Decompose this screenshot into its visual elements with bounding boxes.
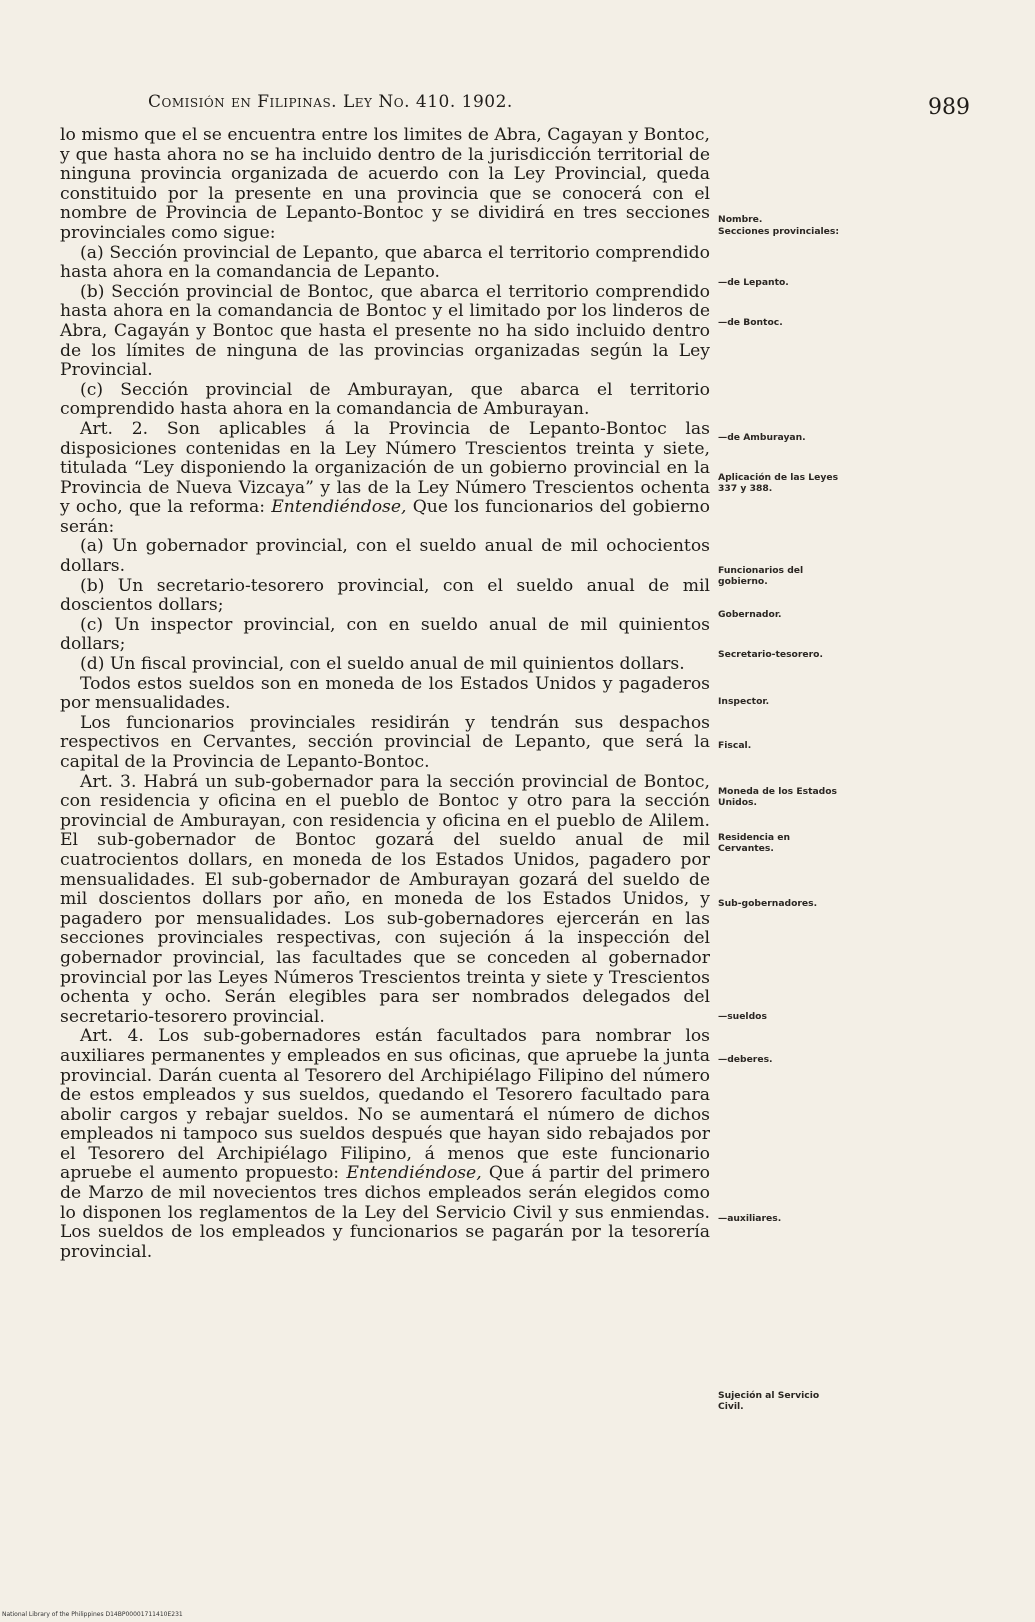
paragraph-currency: Todos estos sueldos son en moneda de los Estados Unidos y pagaderos por mensualidades. [60,673,710,714]
paragraph-officer-b: (b) Un secretario-tesorero provincial, con el sueldo anual de mil doscientos dollars; [60,575,710,616]
margin-note-funcionarios: Funcionarios del gobierno. [718,565,804,587]
paragraph-section-c: (c) Sección provincial de Amburayan, que abarca el territorio comprendido hasta ahora en la comandancia de Amburayan. [60,379,710,420]
emphasis-entendiendose: Entendiéndose, [271,497,407,518]
margin-note-auxiliares: —auxiliares. [718,1213,782,1224]
margin-note-sueldos: —sueldos [718,1011,767,1022]
margin-note-secciones: Secciones provinciales: [718,226,840,237]
margin-note-servicio-civil: Sujeción al Servicio Civil. [718,1390,820,1412]
art-4-text: Art. 4. Los sub-gobernadores están facultados para nombrar los auxiliares permanentes y empleados en sus oficinas, que apruebe la junta provincial. Darán cuenta al Tesorero del Archipiélago Filipino del número de estos empleados y sus sueldos, quedando el Tesorero facultado para abolir cargos y rebajar sueldos. No se aumentará el número de dichos empleados ni tampoco sus sueldos después que hayan sido rebajados por el Tesorero del Archipiélago Filipino, á menos que este funcionario apruebe el aumento propuesto: [60,1026,710,1184]
art-4-tail: Que á partir del primero de Marzo de mil novecientos tres dichos empleados serán elegidos como lo disponen los reglamentos de la Ley del Servicio Civil y sus enmiendas. Los sueldos de los empleados y funcionarios se pagarán por la tesorería provincial. [60,1163,710,1262]
paragraph-section-b: (b) Sección provincial de Bontoc, que abarca el territorio comprendido hasta ahora en la comandancia de Bontoc y el limitado por los linderos de Abra, Cagayán y Bontoc que hasta el presente no ha sido incluido dentro de los límites de ninguna de las provincias organizadas según la Ley Provincial. [60,281,710,381]
scan-credit: National Library of the Philippines D14BP00001711410E231 [2,1611,183,1618]
margin-note-nombre: Nombre. [718,214,763,225]
art-2-tail: Que los funcionarios del gobierno serán: [60,497,710,537]
running-header: Comisión en Filipinas. Ley No. 410. 1902. [148,92,513,112]
margin-note-moneda: Moneda de los Estados Unidos. [718,786,838,808]
paragraph-art-4 [60,1027,710,1262]
margin-note-gobernador: Gobernador. [718,609,782,620]
paragraph-intro: lo mismo que el se encuentra entre los limites de Abra, Cagayan y Bontoc, y que hasta ahora no se ha incluido dentro de la jurisdicción territorial de ninguna provincia organizada de acuerdo con la Ley Provincial, queda constituido por la presente en una provincia que se conocerá con el nombre de Provincia de Lepanto-Bontoc y se dividirá en tres secciones provinciales como sigue: [60,125,710,243]
paragraph-section-a: (a) Sección provincial de Lepanto, que abarca el territorio comprendido hasta ahora en la comandancia de Lepanto. [60,242,710,283]
margin-note-bontoc: —de Bontoc. [718,317,783,328]
body-text [60,126,710,1262]
paragraph-officer-a: (a) Un gobernador provincial, con el sueldo anual de mil ochocientos dollars. [60,536,710,577]
margin-note-lepanto: —de Lepanto. [718,277,789,288]
page-number: 989 [928,95,970,120]
margin-note-deberes: —deberes. [718,1054,773,1065]
paragraph-art-3: Art. 3. Habrá un sub-gobernador para la sección provincial de Bontoc, con residencia y oficina en el pueblo de Bontoc y otro para la sección provincial de Amburayan, con residencia y oficina en el pueblo de Alilem. El sub-gobernador de Bontoc gozará del sueldo anual de mil cuatrocientos dollars, en moneda de los Estados Unidos, pagadero por mensualidades. El sub-gobernador de Amburayan gozará del sueldo de mil doscientos dollars por año, en moneda de los Estados Unidos, y pagadero por mensualidades. Los sub-gobernadores ejercerán en las secciones provinciales respectivas, con sujeción á la inspección del gobernador provincial, las facultades que se conceden al gobernador provincial por las Leyes Números Trescientos treinta y siete y Trescientos ochenta y ocho. Serán elegibles para ser nombrados delegados del secretario-tesorero provincial. [60,771,710,1027]
art-2-text: Art. 2. Son aplicables á la Provincia de Lepanto-Bontoc las disposiciones contenidas en la Ley Número Trescientos treinta y siete, titulada “Ley disponiendo la organización de un gobierno provincial en la Provincia de Nueva Vizcaya” y las de la Ley Número Trescientos ochenta y ocho, que la reforma: [60,418,710,518]
paragraph-residence: Los funcionarios provinciales residirán y tendrán sus despachos respectivos en Cervantes, sección provincial de Lepanto, que será la capital de la Provincia de Lepanto-Bontoc. [60,712,710,772]
margin-note-inspector: Inspector. [718,696,770,707]
margin-note-amburayan: —de Amburayan. [718,432,806,443]
margin-note-sub-gobernadores: Sub-gobernadores. [718,898,818,909]
paragraph-officer-d: (d) Un fiscal provincial, con el sueldo anual de mil quinientos dollars. [80,654,685,675]
margin-note-secretario: Secretario-tesorero. [718,649,823,660]
margin-note-aplicacion: Aplicación de las Leyes 337 y 388. [718,472,839,494]
margin-note-residencia: Residencia en Cervantes. [718,832,791,854]
emphasis-entendiendose-2: Entendiéndose, [346,1163,482,1184]
paragraph-art-2 [60,420,710,538]
paragraph-officer-c: (c) Un inspector provincial, con en sueldo anual de mil quinientos dollars; [60,614,710,655]
margin-note-fiscal: Fiscal. [718,740,752,751]
